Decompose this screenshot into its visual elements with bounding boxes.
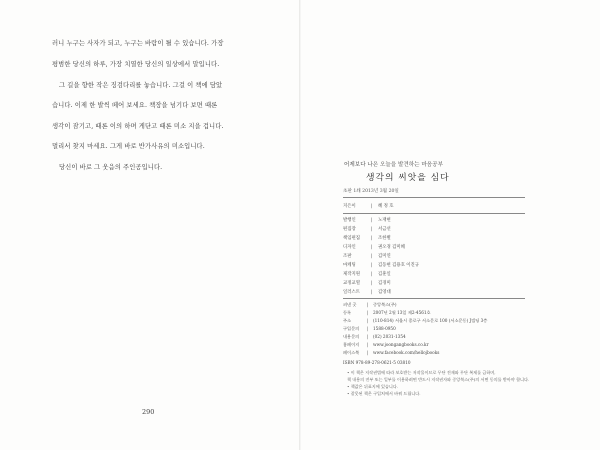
publisher-label: 페이스북 <box>343 350 360 355</box>
price-note: • 책값은 뒤표지에 있습니다. <box>347 384 399 389</box>
publisher-info: 구입문의 | 1588-0950 <box>343 326 396 331</box>
paragraph-line: 습니다. 이제 한 발씩 떼어 보세요. 책장을 넘기다 보면 때론 <box>52 102 218 109</box>
paragraph-line: 멀리서 찾지 마세요. 그게 바로 반가사유의 미소입니다. <box>52 143 205 150</box>
divider <box>343 298 525 299</box>
page-number: 290 <box>142 408 155 416</box>
author-credit: 지은이 | 혜 정 호 <box>343 204 394 209</box>
credit-name: 조한별 <box>378 236 391 241</box>
paragraph-line: 당신이 바로 그 웃음의 주인공입니다. <box>59 164 163 171</box>
publisher-value: 2007년 2월 13일 제2-4561호 <box>373 310 431 315</box>
credit-name: 김미연 <box>378 254 391 259</box>
staff-credit: 편집장 | 서금선 <box>343 227 391 232</box>
staff-credit: 발행인 | 노재현 <box>343 218 391 223</box>
staff-credit: 디자인 | 권오경 김미혜 <box>343 245 405 250</box>
credit-label: 교정교열 <box>343 281 360 286</box>
credit-label: 일러스트 <box>343 290 360 295</box>
edition-date: 초판 1쇄 2013년 3월 20일 <box>343 189 399 194</box>
staff-credit: 책임편집 | 조한별 <box>343 236 391 241</box>
staff-credit: 일러스트 | 김영대 <box>343 290 391 295</box>
credit-label: 편집장 <box>343 227 356 232</box>
publisher-info: 홈페이지 | www.joongangbooks.co.kr <box>343 342 429 347</box>
staff-credit: 제작지원 | 김훈일 <box>343 272 391 277</box>
credit-label: 제작지원 <box>343 272 360 277</box>
book-subtitle: 어제보다 나은 오늘을 발견하는 마음공부 <box>344 162 443 168</box>
paragraph-line: 그 길을 향한 작은 징검다리를 놓습니다. 그걸 이 책에 담았 <box>59 82 223 89</box>
staff-credit: 교정교열 | 김경미 <box>343 281 391 286</box>
publisher-label: 구입문의 <box>343 326 360 331</box>
staff-credit: 마케팅 | 김동현 김용호 이진규 <box>343 263 419 268</box>
paragraph-line: 평범한 당신의 하루, 가장 치열한 당신의 일상에서 말입니다. <box>52 61 220 68</box>
publisher-label: 홈페이지 <box>343 342 360 347</box>
credit-name: 김동현 김용호 이진규 <box>378 263 419 268</box>
publisher-value: 중앙북스(주) <box>373 302 397 307</box>
left-page <box>0 0 299 450</box>
paragraph-line: 생각이 잠기고, 때론 이의 하며 게단고 때론 미소 지을 겁니다. <box>52 123 224 130</box>
credit-label: 지은이 <box>343 204 356 209</box>
publisher-info: 펴낸 곳 | 중앙북스(주) <box>343 302 397 307</box>
publisher-info: 내용문의 | (02) 2031-1354 <box>343 334 406 339</box>
credit-name: 서금선 <box>378 227 391 232</box>
copyright-note: • 이 책은 저작권법에 따라 보호받는 저작물이므로 무단 전재와 무단 복제를 금하며, <box>347 370 496 375</box>
publisher-value: 1588-0950 <box>373 326 396 331</box>
credit-name: 김경미 <box>378 281 391 286</box>
book-title: 생각의 씨앗을 심다 <box>366 173 450 183</box>
publisher-label: 내용문의 <box>343 334 360 339</box>
publisher-value: www.joongangbooks.co.kr <box>373 342 429 347</box>
divider <box>343 213 525 214</box>
credit-label: 조판 <box>343 254 352 259</box>
isbn: ISBN 978-89-278-0621-5 03810 <box>343 360 411 365</box>
credit-name: 권오경 김미혜 <box>378 245 405 250</box>
credit-name: 노재현 <box>378 218 391 223</box>
credit-label: 책임편집 <box>343 236 360 241</box>
publisher-label: 펴낸 곳 <box>343 302 357 307</box>
publisher-label: 등록 <box>343 310 352 315</box>
publisher-info: 등록 | 2007년 2월 13일 제2-4561호 <box>343 310 431 315</box>
publisher-value: www.facebook.com/hellojbooks <box>373 350 440 355</box>
publisher-info: 주소 | (110-814) 서울시 종로구 서소문로 100 (서소문동) J빌딩 3층 <box>343 318 488 323</box>
paragraph-line: 러니 누구는 사자가 되고, 누구는 바람이 될 수 있습니다. 가장 <box>52 40 224 47</box>
credit-label: 발행인 <box>343 218 356 223</box>
publisher-value: (110-814) 서울시 종로구 서소문로 100 (서소문동) J빌딩 3층 <box>373 318 488 323</box>
credit-label: 디자인 <box>343 245 356 250</box>
exchange-note: • 잘못된 책은 구입처에서 바꿔 드립니다. <box>347 391 421 396</box>
credit-name: 김훈일 <box>378 272 391 277</box>
divider <box>343 197 525 198</box>
publisher-info: 페이스북 | www.facebook.com/hellojbooks <box>343 350 440 355</box>
copyright-note: 책 내용의 전부 또는 일부를 이용하려면 반드시 저작권자와 중앙북스(주)의 서면 동의를 받아야 합니다. <box>347 377 530 382</box>
credit-label: 마케팅 <box>343 263 356 268</box>
publisher-label: 주소 <box>343 318 352 323</box>
credit-name: 김영대 <box>378 290 391 295</box>
staff-credit: 조판 | 김미연 <box>343 254 391 259</box>
publisher-value: (02) 2031-1354 <box>373 334 406 339</box>
credit-name: 혜 정 호 <box>378 204 394 209</box>
